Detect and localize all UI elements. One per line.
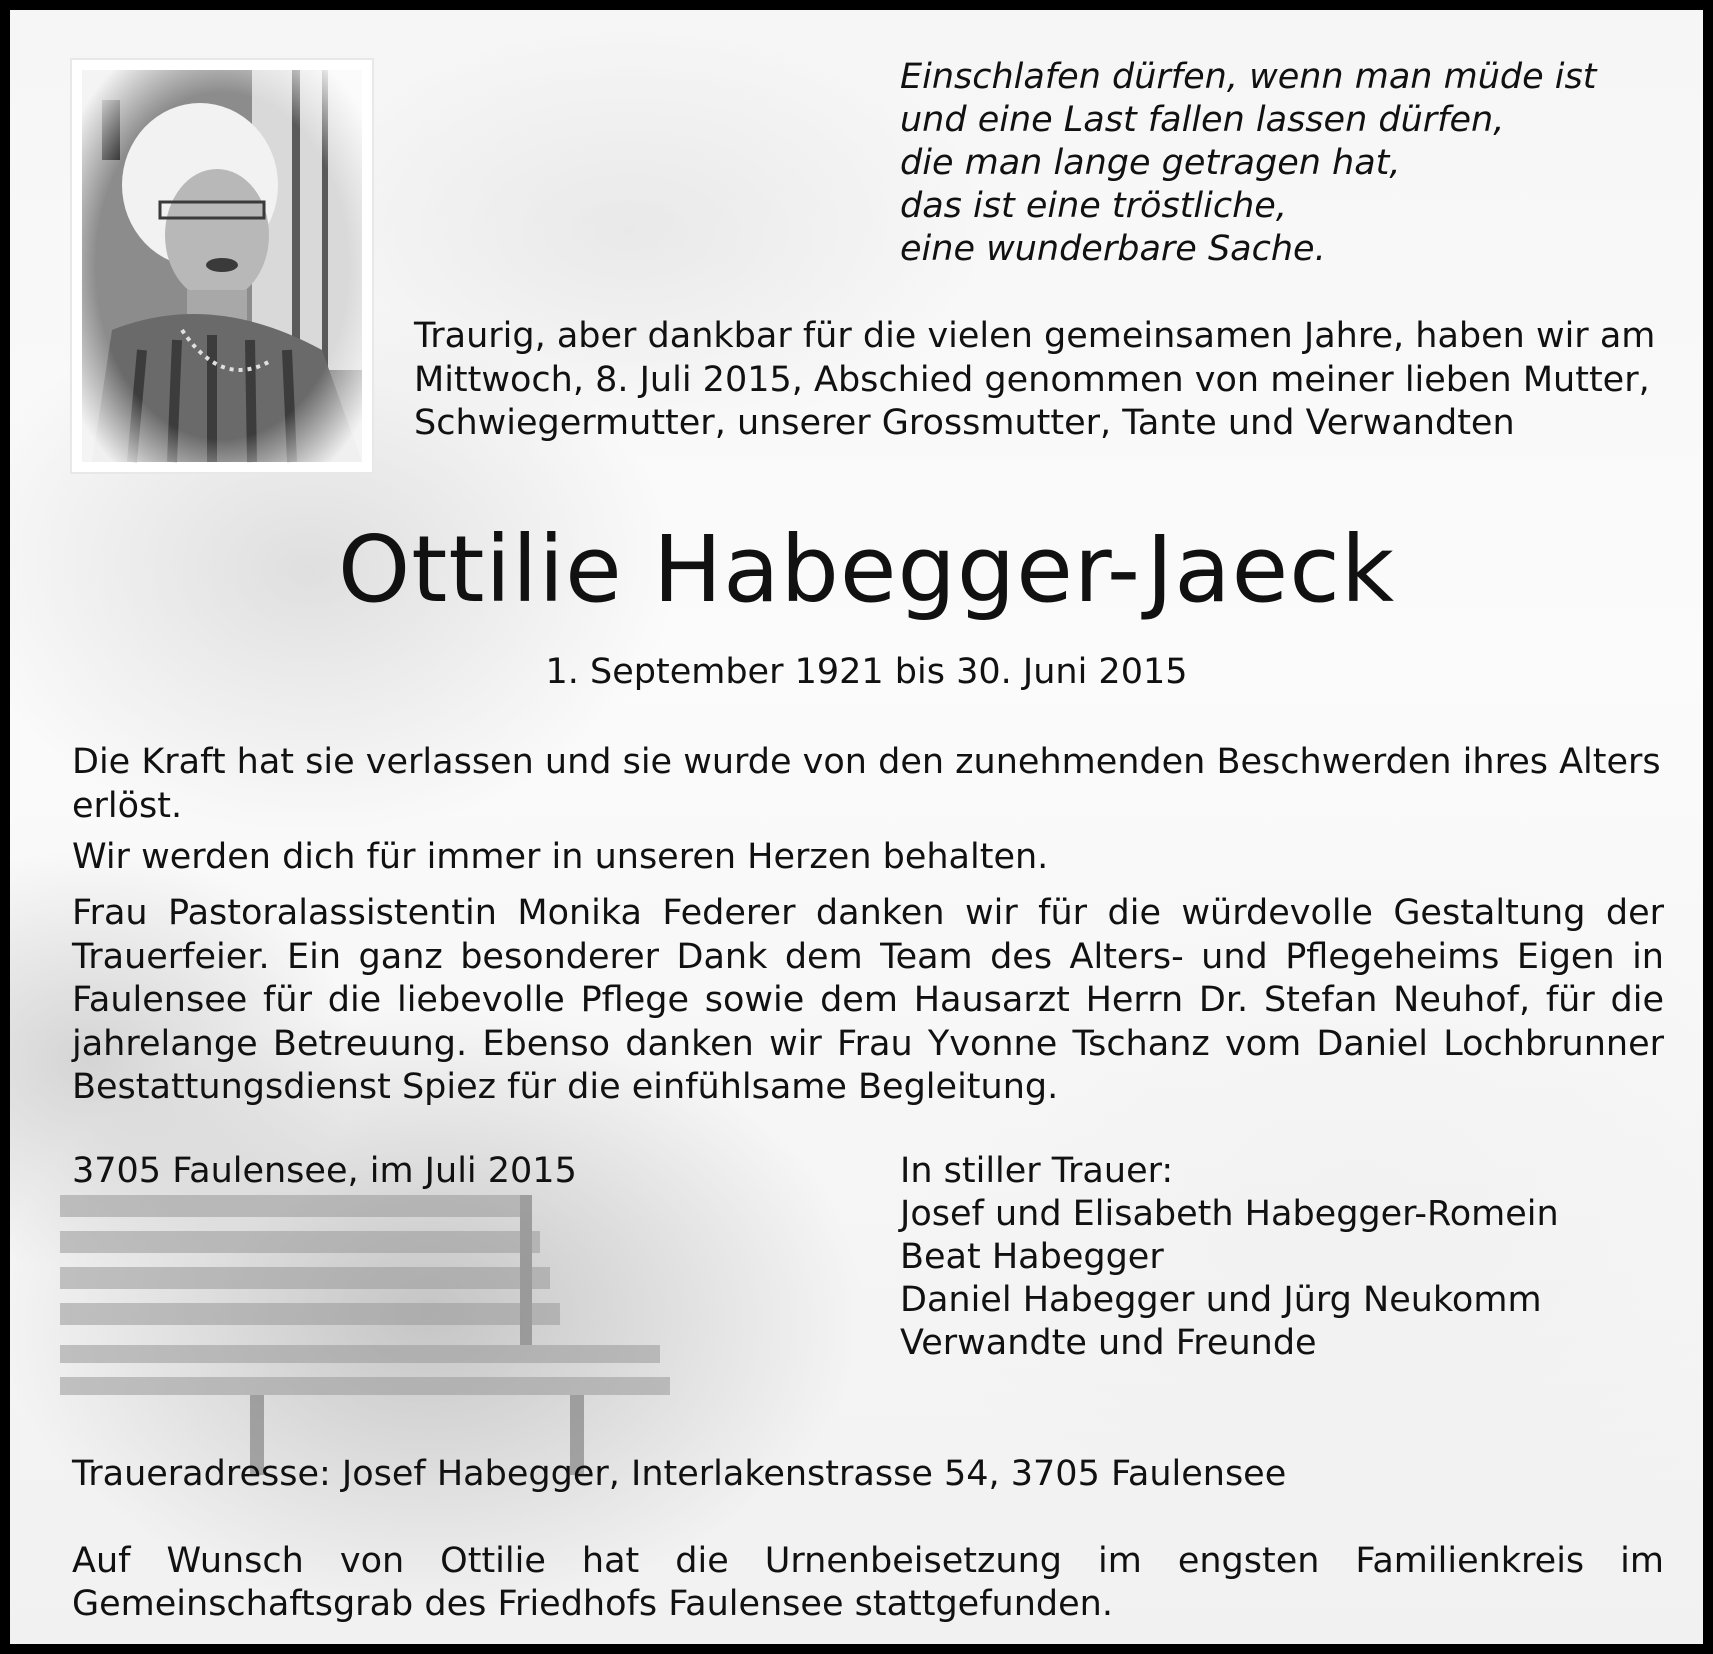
place-date: 3705 Faulensee, im Juli 2015	[72, 1151, 577, 1191]
burial-note: Auf Wunsch von Ottilie hat die Urnenbeisetzung im engsten Familienkreis im Gemeinschaftsgrab des Friedhofs Faulensee stattgefunden.	[72, 1541, 1664, 1624]
poem	[900, 56, 1596, 271]
paragraph-relief: Die Kraft hat sie verlassen und sie wurde von den zunehmenden Beschwerden ihres Alters erlöst.	[72, 742, 1661, 826]
poem-line: Einschlafen dürfen, wenn man müde ist	[900, 57, 1597, 97]
deceased-name: Ottilie Habegger-Jaeck	[337, 516, 1396, 623]
mourners-list	[900, 1150, 1559, 1365]
poem-line: die man lange getragen hat,	[900, 143, 1401, 183]
poem-line: eine wunderbare Sache.	[900, 229, 1326, 269]
intro-line: Schwiegermutter, unserer Grossmutter, Tante und Verwandten	[414, 403, 1515, 443]
paragraph-remembrance: Wir werden dich für immer in unseren Herzen behalten.	[72, 837, 1049, 877]
paragraph-thanks: Frau Pastoralassistentin Monika Federer danken wir für die würdevolle Gestaltung der Trauerfeier. Ein ganz besonderer Dank dem Team des Alters- und Pflegeheims Eigen in Faulensee für die liebevolle Pflege sowie dem Hausarzt Herrn Dr. Stefan Neuhof, für die jahrelange Betreuung. Ebenso danken wir Frau Yvonne Tschanz vom Daniel Lochbrunner Bestattungsdienst Spiez für die einfühlsame Begleitung.	[72, 893, 1664, 1107]
intro-line: Traurig, aber dankbar für die vielen gemeinsamen Jahre, haben wir am	[414, 316, 1656, 356]
poem-line: das ist eine tröstliche,	[900, 186, 1287, 226]
intro-text	[414, 315, 1655, 446]
intro-line: Mittwoch, 8. Juli 2015, Abschied genommen von meiner lieben Mutter,	[414, 359, 1650, 400]
life-dates: 1. September 1921 bis 30. Juni 2015	[545, 652, 1188, 692]
mourner-entry: Beat Habegger	[900, 1237, 1164, 1277]
mourning-address: Traueradresse: Josef Habegger, Interlakenstrasse 54, 3705 Faulensee	[72, 1454, 1287, 1494]
bench-illustration	[50, 1195, 690, 1475]
portrait-photo	[72, 60, 372, 472]
mourner-entry: Josef und Elisabeth Habegger-Romein	[900, 1194, 1559, 1234]
poem-line: und eine Last fallen lassen dürfen,	[900, 100, 1505, 140]
mourners-heading: In stiller Trauer:	[900, 1151, 1174, 1191]
mourner-entry: Daniel Habegger und Jürg Neukomm	[900, 1280, 1542, 1320]
mourner-entry: Verwandte und Freunde	[900, 1323, 1317, 1363]
